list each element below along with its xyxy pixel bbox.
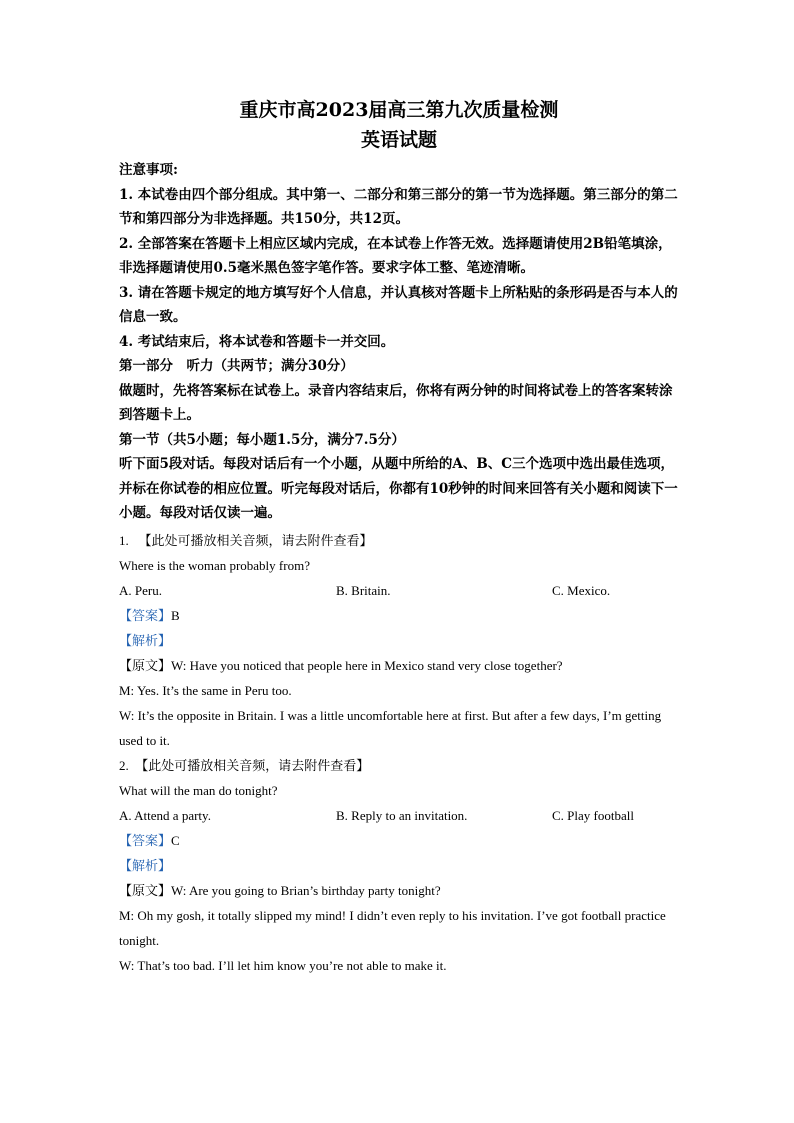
transcript-label: 【原文】 [119,657,172,673]
transcript-line: W: That’s too bad. I’ll let him know you’re not able to make it. [119,957,447,973]
exam-page [119,96,679,978]
option-a: A. Attend a party. [119,807,211,823]
notice-item: 3. 请在答题卡规定的地方填写好个人信息，并认真核对答题卡上所粘贴的条形码是否与本人的信息一致。 [119,284,678,325]
answer-label: 【答案】 [119,607,172,623]
question-number: 1. [119,532,129,548]
exam-title: 重庆市高2023届高三第九次质量检测 [239,99,559,121]
notice-item: 1. 本试卷由四个部分组成。其中第一、二部分和第三部分的第一节为选择题。第三部分的第二节和第四部分为非选择题。共150分，共12页。 [119,186,678,227]
answer-label: 【答案】 [119,832,172,848]
option-c: C. Mexico. [552,582,611,598]
transcript-text: W: Have you noticed that people here in Mexico stand very close together? [171,657,563,673]
option-b: B. Britain. [336,582,391,598]
transcript-line: M: Yes. It’s the same in Peru too. [119,682,292,698]
transcript-line [119,653,679,678]
audio-note-text: 【此处可播放相关音频，请去附件查看】 [135,757,370,773]
options-row [119,578,679,603]
section1-heading: 第一节（共5小题；每小题1.5分，满分7.5分） [119,431,405,448]
audio-note[interactable] [119,753,679,778]
answer-value: C [171,832,180,848]
option-b: B. Reply to an invitation. [336,807,468,823]
options-row [119,803,679,828]
answer-line [119,603,679,628]
transcript-text: W: Are you going to Brian’s birthday party tonight? [171,882,441,898]
exam-subtitle: 英语试题 [360,129,437,151]
question-text: What will the man do tonight? [119,782,278,798]
transcript-label: 【原文】 [119,882,172,898]
option-a: A. Peru. [119,582,162,598]
notice-item: 2. 全部答案在答题卡上相应区域内完成，在本试卷上作答无效。选择题请使用2B铅笔填涂，非选择题请使用0.5毫米黑色签字笔作答。要求字体工整、笔迹清晰。 [119,235,672,276]
analysis-label: 【解析】 [119,632,172,648]
part1-instruction: 做题时，先将答案标在试卷上。录音内容结束后，你将有两分钟的时间将试卷上的答客案转涂到答题卡上。 [119,382,673,423]
audio-note[interactable] [119,528,679,553]
analysis-label: 【解析】 [119,857,172,873]
question-2 [119,753,679,978]
answer-line [119,828,679,853]
notice-heading: 注意事项: [119,162,178,178]
transcript-line [119,878,679,903]
answer-value: B [171,607,180,623]
section1-instruction: 听下面5段对话。每段对话后有一个小题，从题中所给的A、B、C三个选项中选出最佳选项，并标在你试卷的相应位置。听完每段对话后，你都有10秒钟的时间来回答有关小题和阅读下一小题。每段对话仅读一遍。 [119,456,678,521]
question-1 [119,528,679,753]
option-c: C. Play football [552,807,634,823]
part1-heading: 第一部分 听力（共两节；满分30分） [119,358,354,374]
audio-note-text: 【此处可播放相关音频，请去附件查看】 [138,532,373,548]
transcript-line: M: Oh my gosh, it totally slipped my mind! I didn’t even reply to his invitation. I’ve got football practice tonight. [119,907,666,948]
transcript-line: W: It’s the opposite in Britain. I was a little uncomfortable here at first. But after a few days, I’m getting used to it. [119,707,662,748]
notice-item: 4. 考试结束后，将本试卷和答题卡一并交回。 [119,333,395,350]
question-text: Where is the woman probably from? [119,557,310,573]
question-number: 2. [119,757,129,773]
